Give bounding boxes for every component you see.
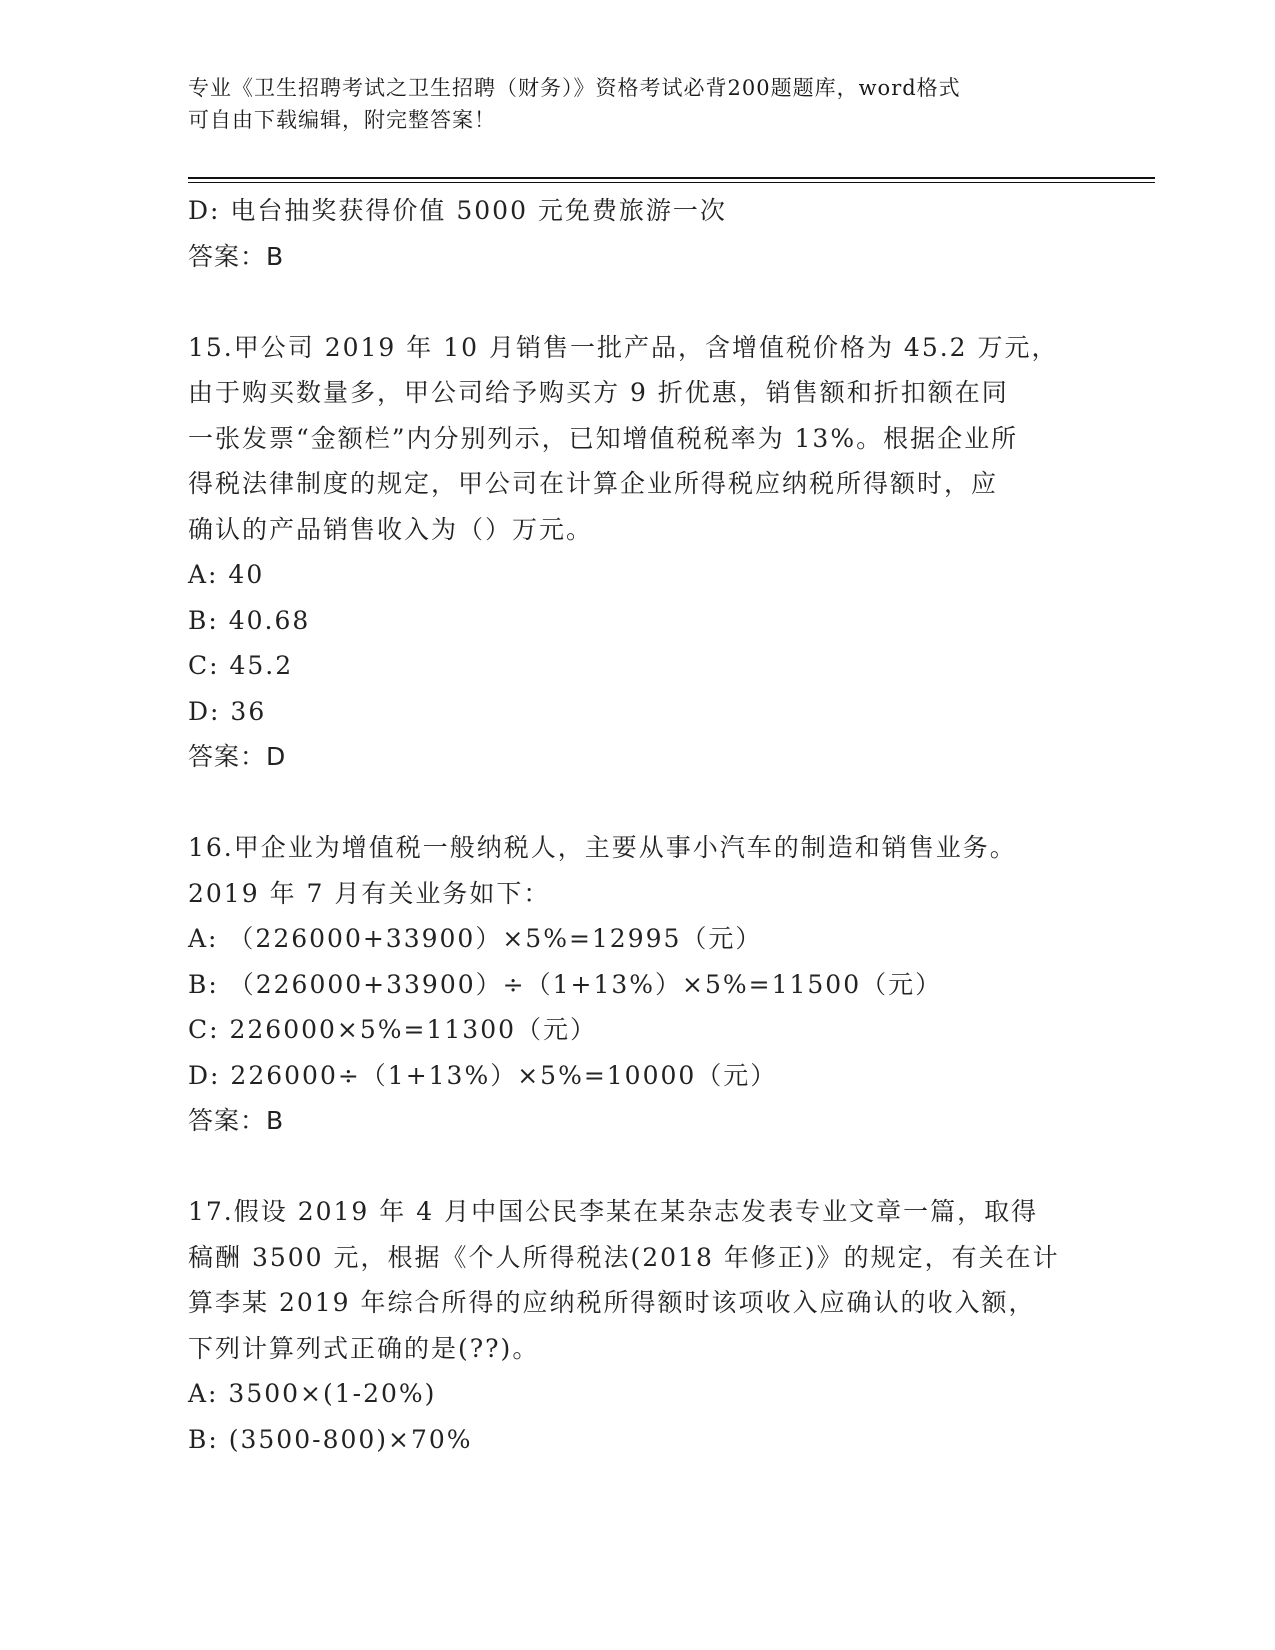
header-divider-thin (188, 182, 1155, 183)
question-16 (188, 825, 1088, 1144)
question-list (188, 188, 1088, 1462)
answer-label: 答案：D (188, 742, 287, 771)
header-divider-thick (188, 177, 1155, 179)
question-stem-line: 下列计算列式正确的是(??)。 (188, 1333, 540, 1363)
spacer (188, 1144, 1088, 1190)
spacer (188, 780, 1088, 826)
question-stem-line: 得税法律制度的规定，甲公司在计算企业所得税应纳税所得额时，应 (188, 469, 999, 498)
question-stem-line: 15.甲公司 2019 年 10 月销售一批产品，含增值税价格为 45.2 万元， (188, 332, 1059, 362)
question-stem-line: 算李某 2019 年综合所得的应纳税所得额时该项收入应确认的收入额， (188, 1288, 1036, 1317)
question-15 (188, 325, 1088, 780)
option-b: B: 40.68 (188, 605, 311, 635)
question-14-tail (188, 188, 1088, 279)
option-c: C: 45.2 (188, 651, 294, 680)
option-c: C: 226000×5%=11300（元） (188, 1015, 598, 1044)
option-b: B: (3500-800)×70% (188, 1424, 473, 1454)
answer-label: 答案：B (188, 1106, 285, 1135)
option-d: D: 电台抽奖获得价值 5000 元免费旅游一次 (188, 196, 727, 225)
option-d: D: 226000÷（1+13%）×5%=10000（元） (188, 1060, 778, 1090)
option-a: A: 3500×(1-20%) (188, 1379, 437, 1408)
option-b: B: （226000+33900）÷（1+13%）×5%=11500（元） (188, 969, 943, 999)
question-stem-line: 2019 年 7 月有关业务如下： (188, 878, 551, 908)
option-a: A: 40 (188, 560, 265, 589)
spacer (188, 279, 1088, 325)
header-title-line-2: 可自由下载编辑，附完整答案！ (188, 108, 496, 132)
question-stem-line: 确认的产品销售收入为（）万元。 (188, 514, 594, 544)
header-title-line-1: 专业《卫生招聘考试之卫生招聘（财务）》资格考试必背200题题库，word格式 (188, 76, 961, 100)
question-stem-line: 16.甲企业为增值税一般纳税人，主要从事小汽车的制造和销售业务。 (188, 833, 1017, 862)
answer-label: 答案：B (188, 241, 285, 271)
document-header (188, 72, 1088, 136)
question-stem-line: 一张发票“金额栏”内分别列示，已知增值税税率为 13%。根据企业所 (188, 423, 1019, 453)
option-d: D: 36 (188, 696, 267, 726)
question-stem-line: 由于购买数量多，甲公司给予购买方 9 折优惠，销售额和折扣额在同 (188, 378, 1009, 407)
question-stem-line: 17.假设 2019 年 4 月中国公民李某在某杂志发表专业文章一篇，取得 (188, 1197, 1039, 1226)
option-a: A: （226000+33900）×5%=12995（元） (188, 924, 763, 953)
question-17 (188, 1189, 1088, 1462)
question-stem-line: 稿酬 3500 元，根据《个人所得税法(2018 年修正)》的规定，有关在计 (188, 1242, 1060, 1272)
